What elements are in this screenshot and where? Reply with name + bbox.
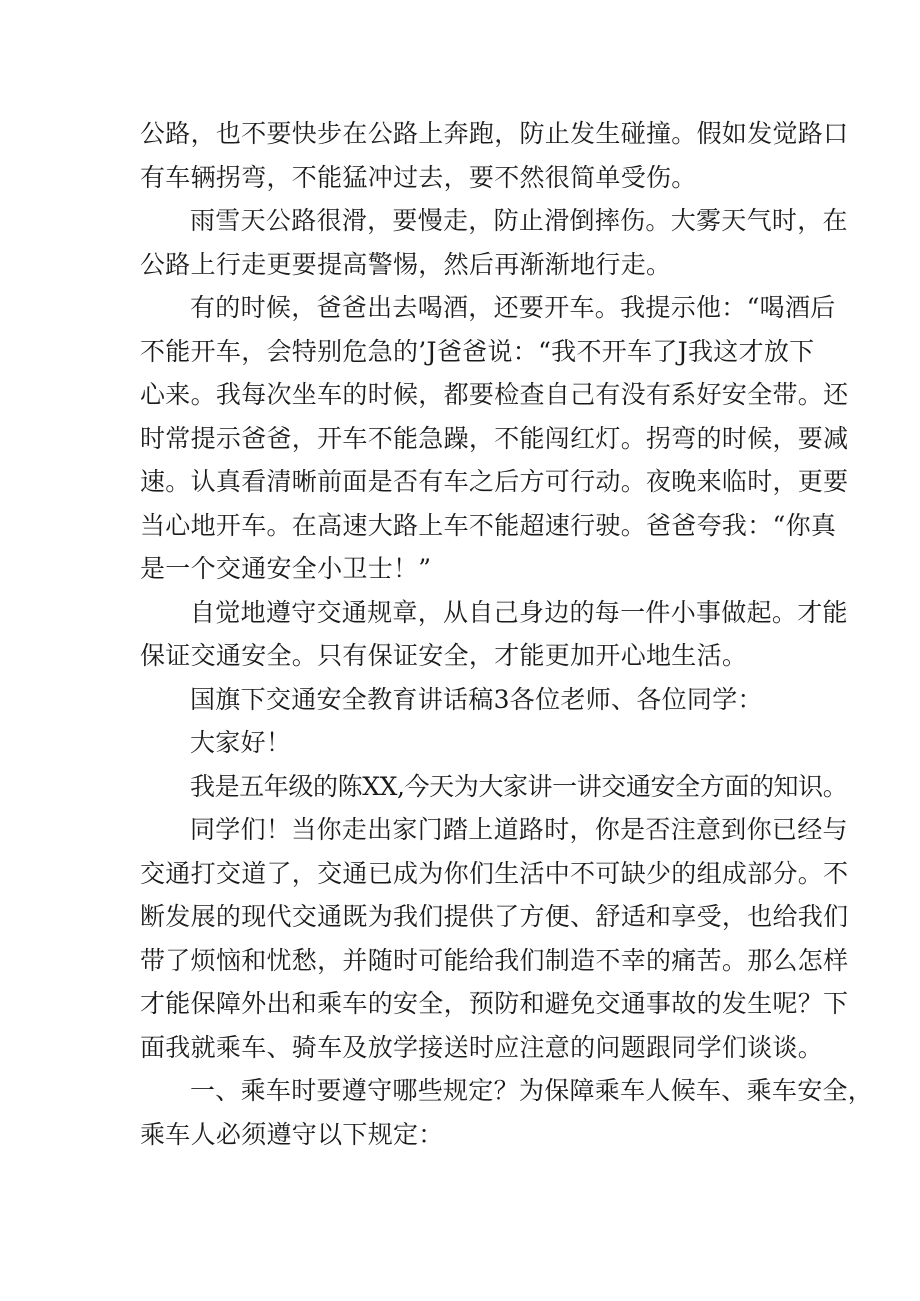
- text-line-23: 一、乘车时要遵守哪些规定？为保障乘车人候车、乘车安全，: [190, 1076, 874, 1105]
- text-line-18: 交通打交道了，交通已成为你们生活中不可缺少的组成部分。不: [140, 858, 849, 888]
- text-line-11: 是一个交通安全小卫士！”: [140, 554, 432, 583]
- text-line-20: 带了烦恼和忧愁，并随时可能给我们制造不幸的痛苦。那么怎样: [140, 945, 849, 975]
- text-line-21: 才能保障外出和乘车的安全，预防和避免交通事故的发生呢？下: [140, 989, 849, 1018]
- document-body: [140, 112, 874, 1156]
- text-line-15: 大家好！: [190, 728, 292, 757]
- text-line-22: 面我就乘车、骑车及放学接送时应注意的问题跟同学们谈谈。: [140, 1032, 824, 1062]
- text-line-16: 我是五年级的陈XX,今天为大家讲一讲交通安全方面的知识。: [190, 771, 848, 801]
- text-line-19: 断发展的现代交通既为我们提供了方便、舒适和享受，也给我们: [140, 902, 849, 931]
- text-line-9: 速。认真看清晰前面是否有车之后方可行动。夜晚来临时，更要: [140, 467, 849, 496]
- text-line-6: 不能开车，会特别危急的’J爸爸说：“我不开车了J我这才放下: [140, 336, 815, 366]
- text-line-12: 自觉地遵守交通规章，从自己身边的每一件小事做起。才能: [190, 597, 848, 627]
- text-line-2: 有车辆拐弯，不能猛冲过去，要不然很简单受伤。: [140, 162, 697, 192]
- text-line-24: 乘车人必须遵守以下规定：: [140, 1119, 444, 1149]
- text-line-17: 同学们！当你走出家门踏上道路时，你是否注意到你已经与: [190, 815, 848, 844]
- text-line-14: 国旗下交通安全教育讲话稿3各位老师、各位同学：: [190, 684, 763, 714]
- text-line-1: 公路，也不要快步在公路上奔跑，防止发生碰撞。假如发觉路口: [140, 119, 849, 148]
- text-line-3: 雨雪天公路很滑，要慢走，防止滑倒摔伤。大雾天气时，在: [190, 206, 848, 235]
- text-line-8: 时常提示爸爸，开车不能急躁，不能闯红灯。拐弯的时候，要减: [140, 423, 849, 453]
- text-line-13: 保证交通安全。只有保证安全，才能更加开心地生活。: [140, 641, 748, 670]
- text-line-10: 当心地开车。在高速大路上车不能超速行驶。爸爸夸我：“你真: [140, 510, 837, 540]
- text-line-4: 公路上行走更要提高警惕，然后再渐渐地行走。: [140, 249, 672, 279]
- text-line-7: 心来。我每次坐车的时候，都要检查自己有没有系好安全带。还: [140, 380, 849, 409]
- text-line-5: 有的时候，爸爸出去喝酒，还要开车。我提示他：“喝酒后: [190, 293, 836, 322]
